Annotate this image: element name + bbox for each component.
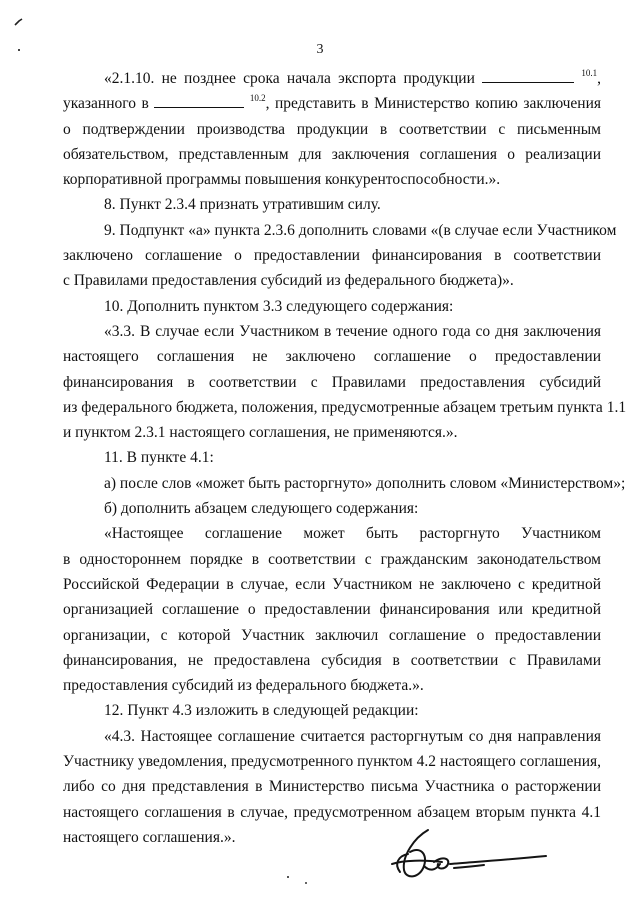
paragraph-line: настоящего соглашения в случае, предусмотренном абзацем вторым пункта 4.1 bbox=[63, 803, 601, 821]
paragraph-line: о подтверждении производства продукции в соответствии с письменным bbox=[63, 120, 601, 138]
paragraph-line: обязательством, представленным для заключения соглашения о реализации bbox=[63, 145, 601, 163]
paragraph-4-3-line-1: «4.3. Настоящее соглашение считается расторгнутым со дня направления bbox=[104, 727, 601, 745]
paragraph-line: из федерального бюджета, положения, предусмотренные абзацем третьим пункта 1.1 bbox=[63, 398, 627, 416]
blank-field bbox=[154, 94, 244, 108]
footnote-ref: 10.1 bbox=[581, 68, 598, 78]
paragraph-line: настоящего соглашения.». bbox=[63, 828, 236, 846]
paragraph-2-1-10-line-1: «2.1.10. не позднее срока начала экспорта продукции $^{10.1}$, bbox=[104, 68, 602, 87]
paragraph-line: настоящего соглашения не заключено соглашение о предоставлении bbox=[63, 348, 601, 366]
paragraph-line: финансирования, не предоставлена субсидия в соответствии с Правилами bbox=[63, 651, 601, 669]
paragraph-line: организацией соглашение о предоставлении финансирования или кредитной bbox=[63, 601, 601, 619]
paragraph-line: предоставления субсидий из федерального бюджета.». bbox=[63, 677, 424, 695]
paragraph-termination-line-1: «Настоящее соглашение может быть расторгнуто Участником bbox=[104, 525, 601, 543]
item-10: 10. Дополнить пунктом 3.3 следующего содержания: bbox=[104, 297, 454, 315]
paragraph-line: либо со дня представления в Министерство письма Участника о расторжении bbox=[63, 778, 601, 796]
paragraph-line: с Правилами предоставления субсидий из федерального бюджета)». bbox=[63, 272, 514, 290]
paragraph-line: организации, с которой Участник заключил соглашение о предоставлении bbox=[63, 626, 601, 644]
item-9-line-1: 9. Подпункт «а» пункта 2.3.6 дополнить словами «(в случае если Участником bbox=[104, 221, 617, 239]
handwritten-signature bbox=[384, 826, 554, 886]
item-11-b: б) дополнить абзацем следующего содержания: bbox=[104, 500, 419, 518]
scan-dot bbox=[305, 882, 307, 884]
paragraph-line: корпоративной программы повышения конкурентоспособности.». bbox=[63, 171, 501, 189]
item-11: 11. В пункте 4.1: bbox=[104, 449, 214, 467]
page-number: 3 bbox=[316, 42, 324, 57]
paragraph-line: Участнику уведомления, предусмотренного пунктом 4.2 настоящего соглашения, bbox=[63, 753, 601, 771]
paragraph-line: в одностороннем порядке в соответствии с гражданским законодательством bbox=[63, 550, 601, 568]
paragraph-line: и пунктом 2.3.1 настоящего соглашения, не применяются.». bbox=[63, 424, 458, 442]
paragraph-3-3-line-1: «3.3. В случае если Участником в течение одного года со дня заключения bbox=[104, 322, 601, 340]
item-8: 8. Пункт 2.3.4 признать утратившим силу. bbox=[104, 196, 381, 214]
paragraph-line: заключено соглашение о предоставлении финансирования в соответствии bbox=[63, 247, 601, 265]
scan-dot bbox=[287, 876, 289, 878]
paragraph-line: Российской Федерации в случае, если Участником не заключено с кредитной bbox=[63, 575, 601, 593]
scan-mark bbox=[14, 18, 24, 26]
paragraph-line: финансирования в соответствии с Правилами предоставления субсидий bbox=[63, 373, 601, 391]
paragraph-2-1-10-line-2: указанного в $^{10.2}$, представить в Министерство копию заключения bbox=[63, 93, 602, 113]
document-body bbox=[63, 66, 627, 850]
item-11-a: а) после слов «может быть расторгнуто» дополнить словом «Министерством»; bbox=[104, 474, 626, 492]
blank-field bbox=[482, 69, 574, 83]
footnote-ref: 10.2 bbox=[249, 93, 266, 104]
item-12: 12. Пункт 4.3 изложить в следующей редакции: bbox=[104, 702, 419, 720]
